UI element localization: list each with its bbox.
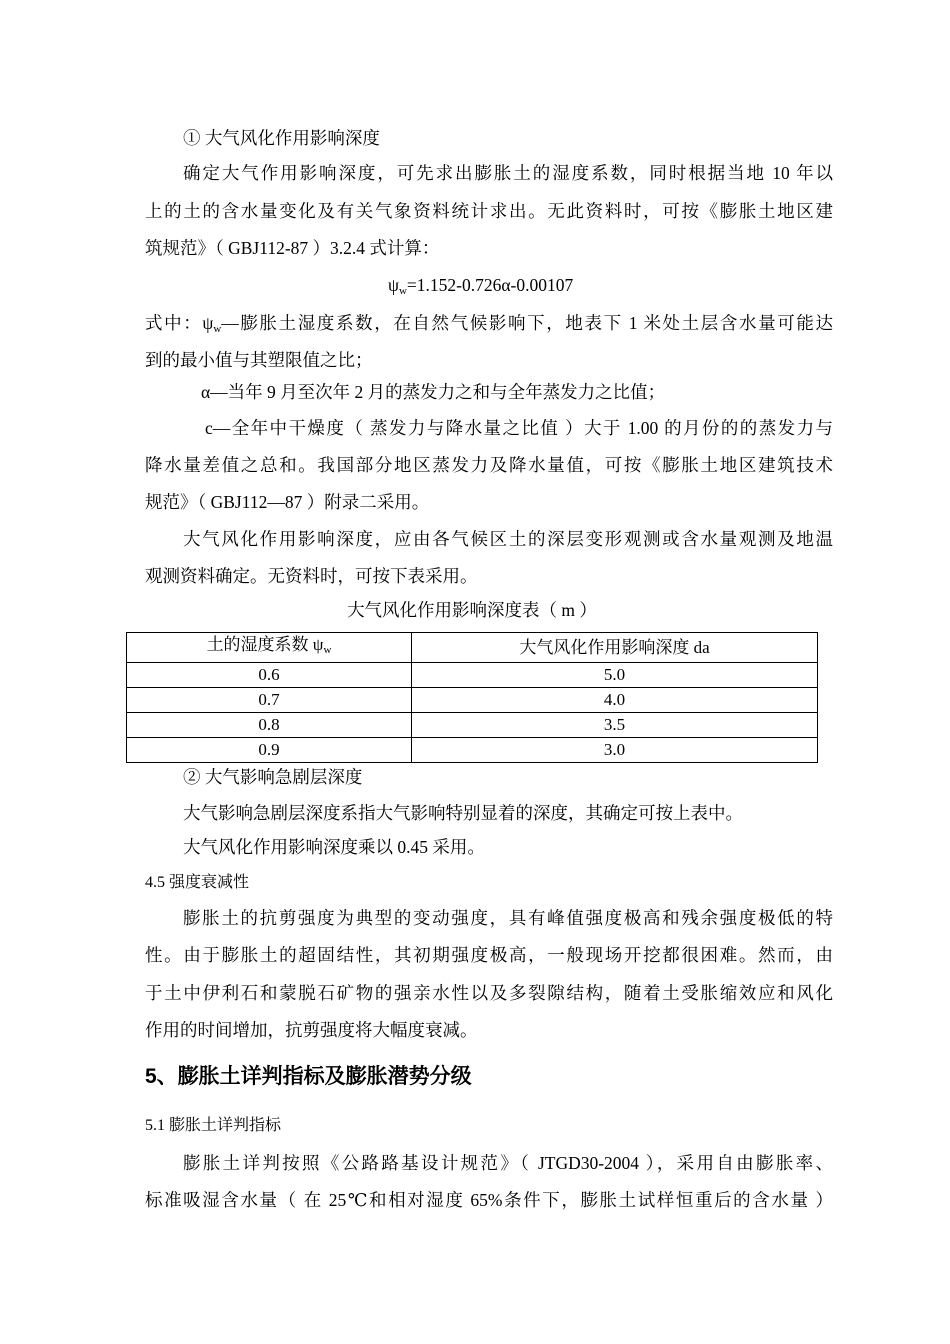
header-subscript: w: [323, 644, 332, 656]
formula-body: =1.152-0.726α-0.00107: [406, 275, 574, 295]
paragraph-line: 性。由于膨胀土的超固结性，其初期强度极高，一般现场开挖都很困难。然而，由: [145, 945, 833, 965]
paragraph-line: 膨胀土的抗剪强度为典型的变动强度，具有峰值强度极高和残余强度极低的特: [183, 908, 833, 928]
table-cell: 5.0: [412, 663, 818, 688]
paragraph-line: 大气风化作用影响深度，应由各气候区土的深层变形观测或含水量观测及地温: [183, 529, 833, 549]
table-row: [127, 688, 818, 713]
table-cell: 0.6: [127, 663, 412, 688]
paragraph-line: 确定大气作用影响深度，可先求出膨胀土的湿度系数，同时根据当地 10 年以: [183, 163, 833, 183]
paragraph-line: 上的土的含水量变化及有关气象资料统计求出。无此资料时，可按《膨胀土地区建: [145, 201, 833, 221]
c-definition-line: c—全年中干燥度（ 蒸发力与降水量之比值 ）大于 1.00 的月份的的蒸发力与: [205, 418, 833, 438]
table-cell: 0.9: [127, 738, 412, 763]
formula-symbol: ψ: [388, 275, 399, 295]
table-cell: 3.5: [412, 713, 818, 738]
table-cell: 4.0: [412, 688, 818, 713]
where-prefix: 式中：ψ: [145, 313, 214, 333]
paragraph-line: 大气风化作用影响深度乘以 0.45 采用。: [183, 837, 485, 857]
where-text: —膨胀土湿度系数，在自然气候影响下，地表下 1 米处土层含水量可能达: [221, 313, 833, 333]
formula-subscript: w: [398, 285, 407, 297]
paragraph-line: 膨胀土详判按照《公路路基设计规范》（ JTGD30-2004 ），采用自由膨胀率、: [183, 1153, 833, 1173]
table-header-cell: 大气风化作用影响深度 da: [412, 633, 818, 663]
table-header-cell: [127, 633, 412, 663]
table-cell: 0.7: [127, 688, 412, 713]
section-heading-4-5: 4.5 强度衰减性: [145, 874, 250, 891]
paragraph-line: 大气影响急剧层深度系指大气影响特别显着的深度，其确定可按上表中。: [183, 803, 743, 823]
where-subscript: w: [213, 323, 222, 335]
where-line-2: 到的最小值与其塑限值之比；: [145, 350, 373, 370]
table-row: [127, 663, 818, 688]
chapter-heading-5: 5、膨胀土详判指标及膨胀潜势分级: [145, 1065, 472, 1088]
table-row: [127, 738, 818, 763]
table-caption: 大气风化作用影响深度表（ m ）: [347, 600, 597, 620]
table-header-row: [127, 633, 818, 663]
table-row: [127, 713, 818, 738]
heading-weathering-depth: ① 大气风化作用影响深度: [183, 128, 380, 148]
table-cell: 0.8: [127, 713, 412, 738]
header-text: 土的湿度系数 ψ: [206, 635, 324, 654]
heading-sharp-layer-depth: ② 大气影响急剧层深度: [183, 767, 363, 787]
depth-table: [126, 632, 818, 763]
paragraph-line: 观测资料确定。无资料时，可按下表采用。: [145, 566, 478, 586]
c-definition-line: 规范》（ GBJ112—87 ）附录二采用。: [145, 492, 430, 512]
table-cell: 3.0: [412, 738, 818, 763]
section-heading-5-1: 5.1 膨胀土详判指标: [145, 1117, 282, 1134]
formula: [388, 273, 573, 303]
paragraph-line: 于土中伊利石和蒙脱石矿物的强亲水性以及多裂隙结构，随着土受胀缩效应和风化: [145, 983, 833, 1003]
where-line: [145, 311, 833, 341]
paragraph-line: 作用的时间增加，抗剪强度将大幅度衰减。: [145, 1020, 478, 1040]
alpha-definition: α—当年 9 月至次年 2 月的蒸发力之和与全年蒸发力之比值；: [201, 382, 666, 402]
c-definition-line: 降水量差值之总和。我国部分地区蒸发力及降水量值，可按《膨胀土地区建筑技术: [145, 455, 833, 475]
paragraph-line: 筑规范》（ GBJ112-87 ）3.2.4 式计算：: [145, 238, 440, 258]
paragraph-line: 标准吸湿含水量（ 在 25℃和相对湿度 65%条件下，膨胀土试样恒重后的含水量 ）: [145, 1190, 833, 1210]
